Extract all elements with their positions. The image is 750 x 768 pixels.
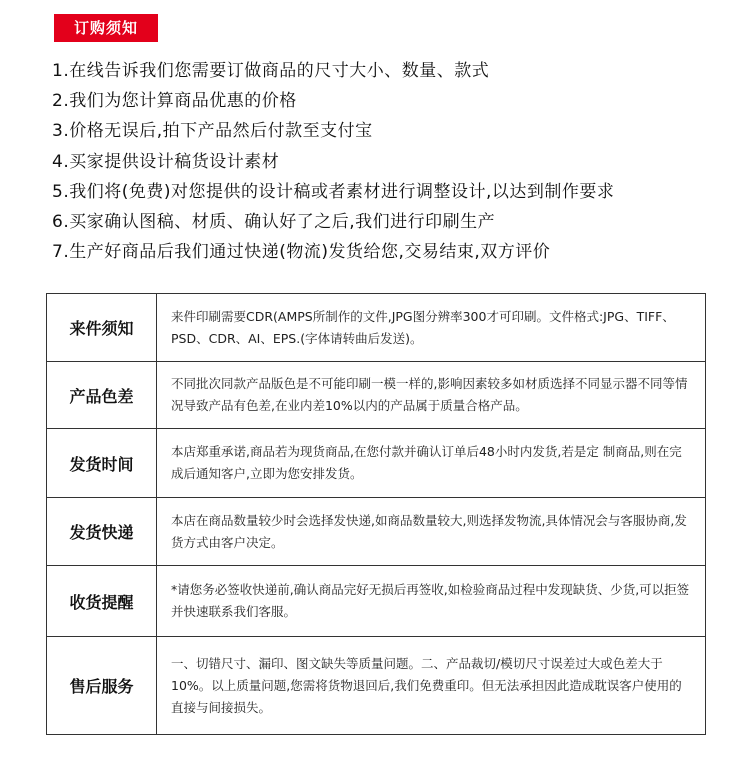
row-text-after-sales: 一、切错尺寸、漏印、图文缺失等质量问题。二、产品裁切/模切尺寸误差过大或色差大于10%。以上质量问题,您需将货物退回后,我们免费重印。但无法承担因此造成耽误客户使用的直接与间接损失。	[157, 637, 706, 735]
table-row	[47, 566, 706, 637]
row-text-color-difference: 不同批次同款产品版色是不可能印刷一模一样的,影响因素较多如材质选择不同显示器不同等情况导致产品有色差,在业内差10%以内的产品属于质量合格产品。	[157, 362, 706, 429]
row-label-after-sales: 售后服务	[47, 637, 157, 735]
row-label-color-difference: 产品色差	[47, 362, 157, 429]
step-5: 5.我们将(免费)对您提供的设计稿或者素材进行调整设计,以达到制作要求	[52, 181, 615, 202]
table-row	[47, 429, 706, 498]
table-row	[47, 294, 706, 362]
step-1: 1.在线告诉我们您需要订做商品的尺寸大小、数量、款式	[52, 61, 490, 81]
notice-table	[46, 293, 706, 735]
page-title-badge: 订购须知	[54, 14, 158, 42]
step-2: 2.我们为您计算商品优惠的价格	[52, 91, 297, 112]
row-label-shipping-time: 发货时间	[47, 429, 157, 498]
row-text-file-notice: 来件印刷需要CDR(AMPS所制作的文件,JPG图分辨率300才可印刷。文件格式:JPG、TIFF、PSD、CDR、AI、EPS.(字体请转曲后发送)。	[157, 294, 706, 362]
table-row	[47, 637, 706, 735]
step-3: 3.价格无误后,拍下产品然后付款至支付宝	[52, 121, 373, 142]
step-6: 6.买家确认图稿、材质、确认好了之后,我们进行印刷生产	[52, 211, 496, 232]
step-7: 7.生产好商品后我们通过快递(物流)发货给您,交易结束,双方评价	[52, 242, 551, 263]
row-text-courier: 本店在商品数量较少时会选择发快递,如商品数量较大,则选择发物流,具体情况会与客服协商,发货方式由客户决定。	[157, 498, 706, 566]
table-row	[47, 498, 706, 566]
row-text-receipt-reminder: *请您务必签收快递前,确认商品完好无损后再签收,如检验商品过程中发现缺货、少货,可以拒签并快速联系我们客服。	[157, 566, 706, 637]
table-row	[47, 362, 706, 429]
row-text-shipping-time: 本店郑重承诺,商品若为现货商品,在您付款并确认订单后48小时内发货,若是定 制商品,则在完成后通知客户,立即为您安排发货。	[157, 429, 706, 498]
row-label-courier: 发货快递	[47, 498, 157, 566]
row-label-file-notice: 来件须知	[47, 294, 157, 362]
order-steps-list	[52, 56, 732, 267]
row-label-receipt-reminder: 收货提醒	[47, 566, 157, 637]
step-4: 4.买家提供设计稿货设计素材	[52, 151, 280, 172]
